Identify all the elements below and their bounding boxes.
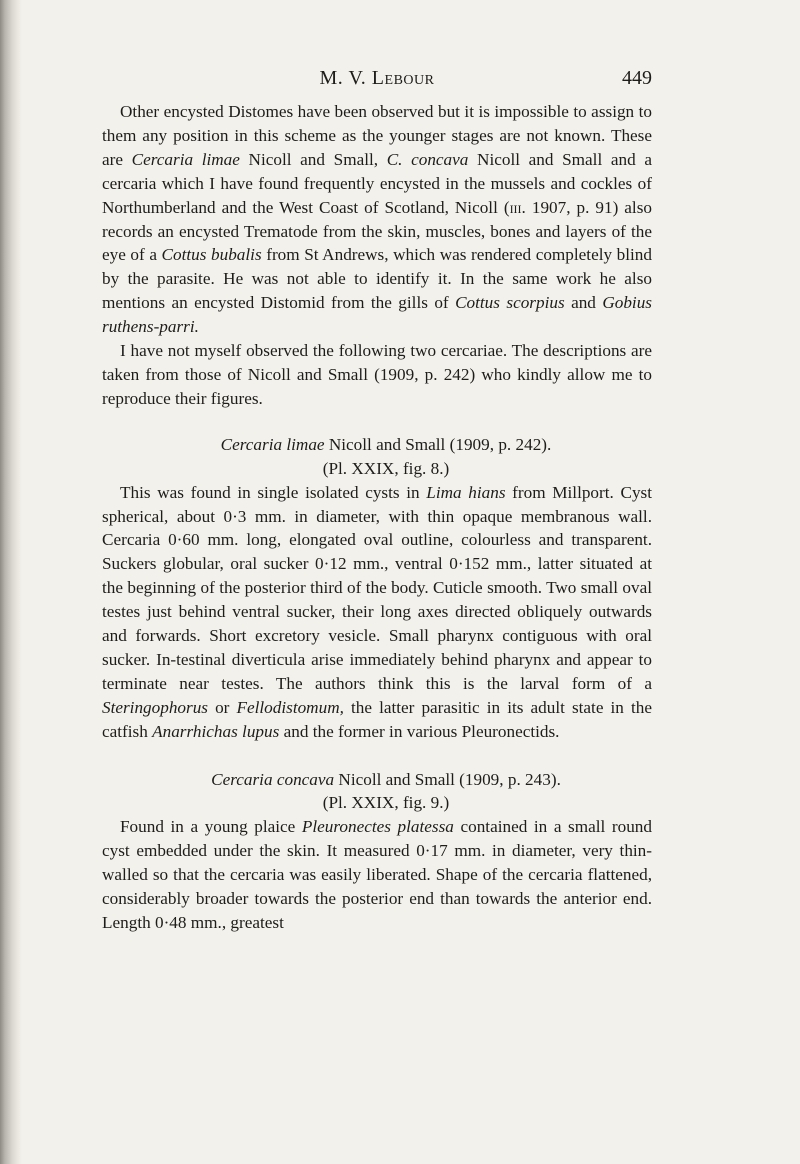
species-name: Cercaria concava — [211, 769, 335, 789]
species-name: Pleuronectes platessa — [301, 817, 454, 837]
text-run: from St Andrews, which was rendered completely blind by the parasite. He was not able to identify it. In the same work he also mentions an encysted Distomid from the gills of — [102, 245, 652, 313]
species-name: Anarrhichas lupus — [152, 721, 280, 741]
text-run: Nicoll and Small and a cercaria which I have found frequently encysted in the mussels and cockles of Northumberland and the West Coast of Scotland, Nicoll ( — [102, 149, 652, 217]
text-run: and — [564, 293, 603, 313]
text-run: Found in a young plaice — [120, 817, 302, 837]
species-name: Lima hians — [426, 482, 506, 502]
text-run: and the former in various Pleuronectids. — [279, 721, 560, 741]
volume-number: iii. — [509, 197, 526, 217]
text-run: Nicoll and Small, — [239, 149, 387, 169]
paragraph-cercaria-concava — [102, 815, 652, 935]
species-name: Steringophorus — [102, 697, 208, 717]
spacer — [102, 744, 652, 768]
text-run: from Millport. Cyst spherical, about 0·3 mm. in diameter, with thin opaque membranous wall. Cercaria 0·60 mm. long, elongated oval outline, colourless and transparent. Suckers globular, oral sucker 0·12 mm., ventral 0·152 mm., latter situated at the beginning of the posterior third of the body. Cuticle smooth. Two small oval testes just behind ventral sucker, their long axes directed obliquely outwards and forwards. Short excretory vesicle. Small pharynx contiguous with oral sucker. In-testinal diverticula arise immediately behind pharynx and appear to terminate near testes. The authors think this is the larval form of a — [102, 482, 653, 693]
running-head-author: M. V. Lebour — [319, 67, 435, 89]
species-name: Cottus scorpius — [455, 293, 565, 313]
text-run: or — [208, 697, 237, 717]
paragraph-encysted-distomes — [102, 100, 652, 339]
spacer — [102, 411, 652, 433]
plate-reference: (Pl. XXIX, fig. 8.) — [322, 458, 450, 478]
page-binding-edge — [0, 0, 22, 1164]
species-name: Fellodistomum, — [236, 697, 344, 717]
text-run: contained in a small round cyst embedded under the skin. It measured 0·17 mm. in diameter, very thin-walled so that the cercaria was easily liberated. Shape of the cercaria flattened, considerably broader towards the posterior end than towards the anterior end. Length 0·48 mm., greatest — [102, 817, 652, 932]
page-number: 449 — [622, 67, 652, 89]
species-name: Cercaria limae — [131, 149, 240, 169]
section-heading-cercaria-concava — [102, 768, 652, 792]
text-run: 1907, p. 91) also records an encysted Trematode from the skin, muscles, bones and layers of the eye of a — [102, 197, 652, 265]
species-name: Cottus bubalis — [161, 245, 262, 265]
book-page — [102, 64, 652, 935]
text-run: This was found in single isolated cysts in — [120, 482, 427, 502]
section-heading-cercaria-limae — [102, 433, 652, 457]
text-run: Other encysted Distomes have been observed but it is impossible to assign to them any position in this scheme as the younger stages are not known. These are — [102, 102, 652, 169]
species-name: Cercaria limae — [220, 434, 325, 454]
paragraph-descriptions-source: I have not myself observed the following two cercariae. The descriptions are taken from those of Nicoll and Small (1909, p. 242) who kindly allow me to reproduce their figures. — [102, 341, 652, 408]
text-run: the latter parasitic in its adult state in the catfish — [102, 697, 652, 741]
species-name: C. concava — [386, 149, 469, 169]
running-head — [102, 64, 652, 92]
text-run: Nicoll and Small (1909, p. 243). — [334, 769, 561, 789]
text-run: Nicoll and Small (1909, p. 242). — [324, 434, 552, 454]
species-name: Gobius ruthens-parri. — [102, 293, 652, 337]
paragraph-cercaria-limae — [102, 481, 652, 744]
plate-reference: (Pl. XXIX, fig. 9.) — [322, 793, 450, 813]
body-text — [102, 100, 652, 935]
